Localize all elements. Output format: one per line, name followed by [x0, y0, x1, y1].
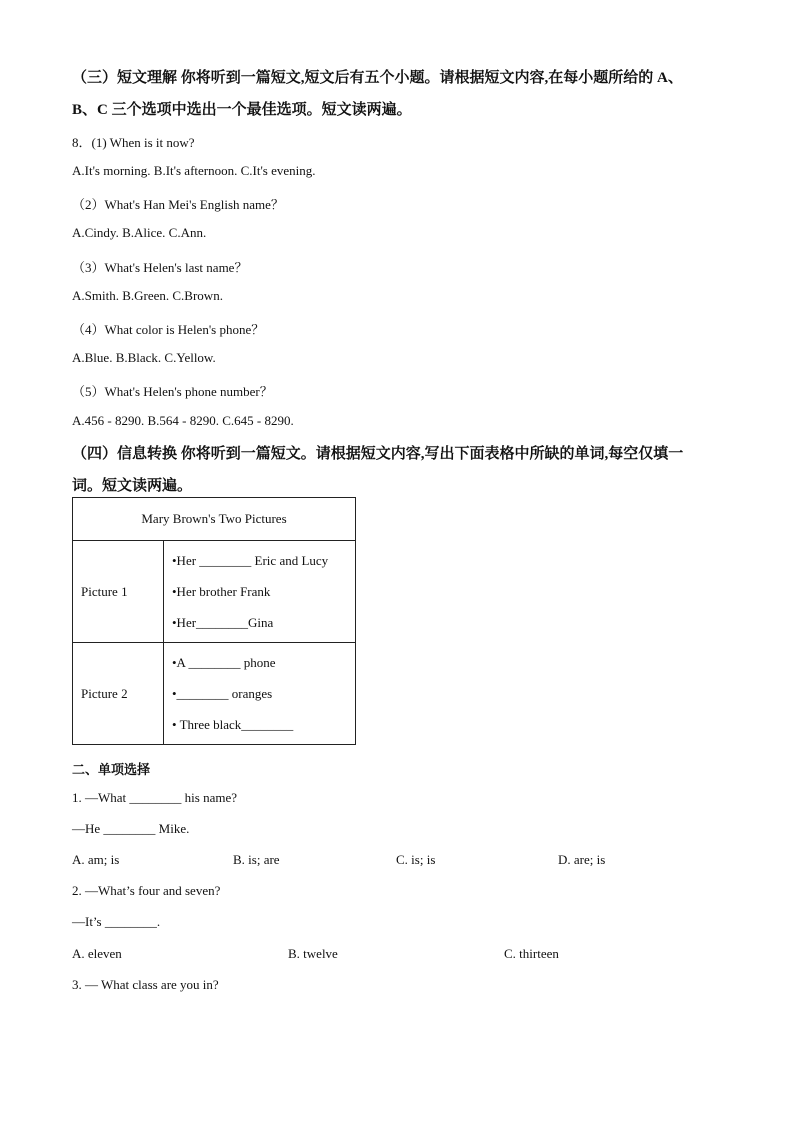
question-2-option-c: C. thirteen	[504, 946, 559, 961]
list-item: •A ________ phone	[172, 655, 276, 670]
section4-heading-line1: （四）信息转换 你将听到一篇短文。请根据短文内容,写出下面表格中所缺的单词,每空仅填一	[72, 446, 684, 462]
question-8-5-options: A.456 - 8290. B.564 - 8290. C.645 - 8290.	[72, 413, 294, 428]
question-8-4: （4）What color is Helen's phone？	[72, 322, 265, 337]
question-8-3-options: A.Smith. B.Green. C.Brown.	[72, 288, 223, 303]
question-8-2-options: A.Cindy. B.Alice. C.Ann.	[72, 225, 207, 240]
question-2-line1: 2. —What’s four and seven?	[72, 883, 221, 898]
picture1-items	[164, 541, 356, 643]
question-8-4-options: A.Blue. B.Black. C.Yellow.	[72, 350, 216, 365]
question-3-line1: 3. — What class are you in?	[72, 977, 219, 992]
table-row	[73, 541, 356, 643]
question-8-1-options: A.It's morning. B.It's afternoon. C.It's evening.	[72, 163, 316, 178]
picture2-items	[164, 643, 356, 745]
table-row	[73, 643, 356, 745]
question-1-line2: —He ________ Mike.	[72, 821, 190, 836]
picture2-label: Picture 2	[73, 643, 164, 745]
question-2-option-b: B. twelve	[288, 946, 338, 961]
question-1-line1: 1. —What ________ his name?	[72, 790, 237, 805]
list-item: •Her ________ Eric and Lucy	[172, 553, 329, 568]
section3-heading-line1: （三）短文理解 你将听到一篇短文,短文后有五个小题。请根据短文内容,在每小题所给的 A、	[72, 70, 683, 86]
section3-heading-line2: B、C 三个选项中选出一个最佳选项。短文读两遍。	[72, 102, 412, 118]
question-1-option-d: D. are; is	[558, 852, 606, 867]
list-item: •Her brother Frank	[172, 584, 271, 599]
picture1-label: Picture 1	[73, 541, 164, 643]
question-8-1: 8．(1) When is it now?	[72, 135, 195, 150]
section4-heading-line2: 词。短文读两遍。	[72, 478, 193, 494]
part2-heading: 二、单项选择	[72, 762, 151, 777]
question-1-option-b: B. is; are	[233, 852, 280, 867]
list-item: • Three black________	[172, 717, 294, 732]
list-item: •________ oranges	[172, 686, 273, 701]
table-title: Mary Brown's Two Pictures	[73, 498, 356, 541]
info-table	[72, 497, 356, 745]
list-item: •Her________Gina	[172, 615, 274, 630]
question-2-line2: —It’s ________.	[72, 914, 161, 929]
question-2-option-a: A. eleven	[72, 946, 122, 961]
question-8-2: （2）What's Han Mei's English name？	[72, 197, 284, 212]
question-8-3: （3）What's Helen's last name？	[72, 260, 248, 275]
question-8-5: （5）What's Helen's phone number？	[72, 384, 273, 399]
question-1-option-a: A. am; is	[72, 852, 120, 867]
question-1-option-c: C. is; is	[396, 852, 436, 867]
